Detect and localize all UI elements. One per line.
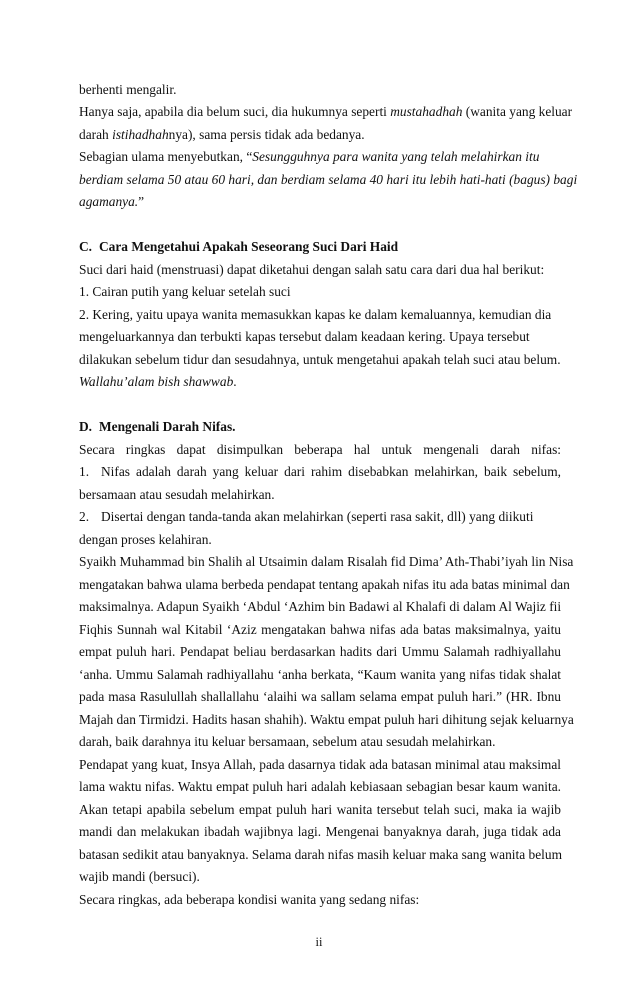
paragraph-line xyxy=(79,149,561,165)
paragraph-line: maksimalnya. Adapun Syaikh ‘Abdul ‘Azhim bin Badawi al Khalafi di dalam Al Wajiz fii xyxy=(79,599,562,614)
paragraph-line xyxy=(79,374,561,390)
paragraph-line: mengeluarkannya dan terbukti kapas tersebut dalam keadaan kering. Upaya tersebut xyxy=(79,329,530,344)
page-number: ii xyxy=(315,935,323,949)
text-span: darah xyxy=(79,127,113,142)
paragraph-line: Syaikh Muhammad bin Shalih al Utsaimin dalam Risalah fid Dima’ Ath-Thabi’iyah lin Nisa xyxy=(79,554,574,569)
paragraph-line: Secara ringkas dapat disimpulkan beberapa hal untuk mengenali darah nifas: xyxy=(79,442,561,457)
italic-phrase: Wallahu’alam bish shawwab xyxy=(79,374,234,389)
paragraph-line xyxy=(79,194,561,210)
paragraph-line: Secara ringkas, ada beberapa kondisi wanita yang sedang nifas: xyxy=(79,892,420,907)
paragraph-line xyxy=(79,172,578,188)
paragraph-line: Akan tetapi apabila sebelum empat puluh hari wanita tersebut telah suci, maka ia wajib xyxy=(79,802,561,817)
paragraph-line: berhenti mengalir. xyxy=(79,82,177,97)
list-item xyxy=(79,464,561,480)
section-label: C. xyxy=(79,239,93,254)
paragraph-line: Fiqhis Sunnah wal Kitabil ‘Aziz mengatakan bahwa nifas ada batas maksimalnya, yaitu xyxy=(79,622,561,637)
section-label: D. xyxy=(79,419,93,434)
paragraph-line: dilakukan sebelum tidur dan sesudahnya, untuk mengetahui apakah telah suci atau belum. xyxy=(79,352,561,367)
paragraph-line: wajib mandi (bersuci). xyxy=(79,869,200,884)
paragraph-line: mandi dan melakukan ibadah wajibnya lagi. Mengenai banyaknya darah, juga tidak ada xyxy=(79,824,561,839)
italic-quote: Sesungguhnya para wanita yang telah melahirkan itu xyxy=(252,149,540,164)
list-item xyxy=(79,509,561,525)
paragraph-line: bersamaan atau sesudah melahirkan. xyxy=(79,487,275,502)
paragraph-line: Pendapat yang kuat, Insya Allah, pada dasarnya tidak ada batasan minimal atau maksimal xyxy=(79,757,561,772)
paragraph-line: pada masa Rasulullah shallallahu ‘alaihi wa sallam selama empat puluh hari.” (HR. Ibnu xyxy=(79,689,561,704)
text-span: ” xyxy=(138,194,145,209)
section-title: Mengenali Darah Nifas. xyxy=(99,419,236,434)
paragraph-line: empat puluh hari. Pendapat beliau berdasarkan hadits dari Ummu Salamah radhiyallahu xyxy=(79,644,561,659)
paragraph-line: Suci dari haid (menstruasi) dapat diketahui dengan salah satu cara dari dua hal berikut: xyxy=(79,262,545,277)
italic-term: mustahadhah xyxy=(390,104,463,119)
text-span: Nifas adalah darah yang keluar dari rahim disebabkan melahirkan, baik sebelum, xyxy=(101,464,561,479)
section-title: Cara Mengetahui Apakah Seseorang Suci Dari Haid xyxy=(99,239,399,254)
list-item: 1. Cairan putih yang keluar setelah suci xyxy=(79,284,291,299)
paragraph-line: Majah dan Tirmidzi. Hadits hasan shahih). Waktu empat puluh hari dihitung sejak keluarnya xyxy=(79,712,574,727)
italic-term: istihadhah xyxy=(112,127,169,142)
list-number: 1. xyxy=(79,464,90,479)
list-number: 2. xyxy=(79,509,90,524)
paragraph-line: lama waktu nifas. Waktu empat puluh hari adalah kebiasaan sebagian besar kaum wanita. xyxy=(79,779,561,794)
paragraph-line xyxy=(79,104,573,120)
text-span: nya), sama persis tidak ada bedanya. xyxy=(168,127,365,142)
paragraph-line: dengan proses kelahiran. xyxy=(79,532,212,547)
italic-quote: agamanya. xyxy=(79,194,139,209)
text-span: (wanita yang keluar xyxy=(462,104,573,119)
text-span: . xyxy=(233,374,237,389)
paragraph-line: darah, baik darahnya itu keluar bersamaan, sebelum atau sesudah melahirkan. xyxy=(79,734,496,749)
section-heading xyxy=(79,419,561,435)
text-span: Disertai dengan tanda-tanda akan melahirkan (seperti rasa sakit, dll) yang diikuti xyxy=(101,509,534,524)
text-span: Hanya saja, apabila dia belum suci, dia hukumnya seperti xyxy=(79,104,391,119)
paragraph-line: batasan sedikit atau banyaknya. Selama darah nifas masih keluar maka sang wanita belum xyxy=(79,847,563,862)
text-span: Sebagian ulama menyebutkan, “ xyxy=(79,149,253,164)
paragraph-line: mengatakan bahwa ulama berbeda pendapat tentang apakah nifas itu ada batas minimal dan xyxy=(79,577,570,592)
italic-quote: berdiam selama 50 atau 60 hari, dan berdiam selama 40 hari itu lebih hati-hati (bagus) bagi xyxy=(79,172,578,187)
paragraph-line: ‘anha. Ummu Salamah radhiyallahu ‘anha berkata, “Kaum wanita yang nifas tidak shalat xyxy=(79,667,561,682)
section-heading xyxy=(79,239,561,255)
paragraph-line xyxy=(79,127,561,143)
list-item: 2. Kering, yaitu upaya wanita memasukkan kapas ke dalam kemaluannya, kemudian dia xyxy=(79,307,552,322)
